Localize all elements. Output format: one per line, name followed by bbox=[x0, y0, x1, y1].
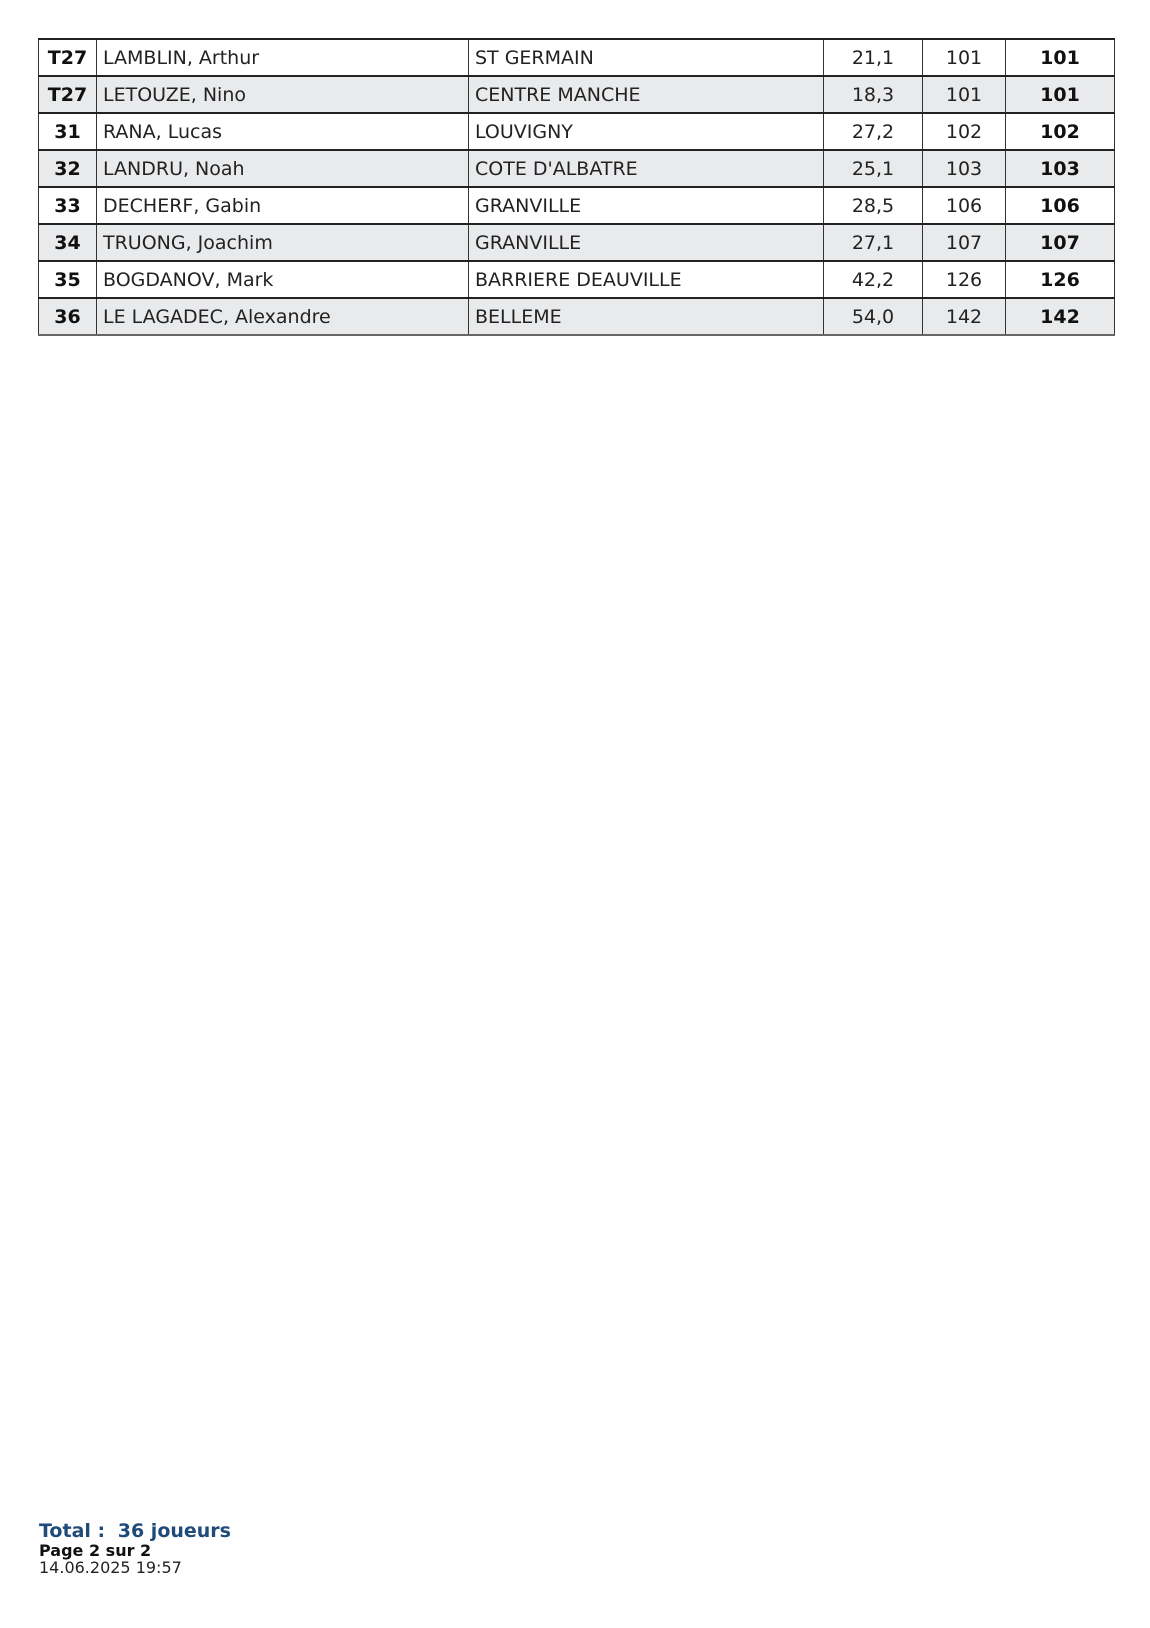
rank-cell: 32 bbox=[39, 150, 97, 187]
rank-cell: 35 bbox=[39, 261, 97, 298]
print-datetime: 14.06.2025 19:57 bbox=[39, 1558, 182, 1578]
table-row bbox=[39, 39, 1115, 76]
player-name-cell: LE LAGADEC, Alexandre bbox=[97, 298, 469, 335]
index-cell: 27,1 bbox=[824, 224, 923, 261]
results-table bbox=[38, 38, 1115, 336]
index-cell: 28,5 bbox=[824, 187, 923, 224]
score-cell: 142 bbox=[923, 298, 1006, 335]
score-cell: 101 bbox=[923, 76, 1006, 113]
player-name-cell: TRUONG, Joachim bbox=[97, 224, 469, 261]
total-value: 36 joueurs bbox=[117, 1520, 231, 1542]
score-cell: 126 bbox=[923, 261, 1006, 298]
total-cell: 102 bbox=[1006, 113, 1115, 150]
index-cell: 21,1 bbox=[824, 39, 923, 76]
club-cell: ST GERMAIN bbox=[469, 39, 824, 76]
total-cell: 142 bbox=[1006, 298, 1115, 335]
table-row bbox=[39, 113, 1115, 150]
table-row bbox=[39, 76, 1115, 113]
player-name-cell: BOGDANOV, Mark bbox=[97, 261, 469, 298]
page-footer bbox=[39, 1521, 231, 1577]
club-cell: LOUVIGNY bbox=[469, 113, 824, 150]
total-label: Total : bbox=[39, 1520, 106, 1542]
results-table-body bbox=[39, 39, 1115, 335]
rank-cell: T27 bbox=[39, 76, 97, 113]
club-cell: GRANVILLE bbox=[469, 224, 824, 261]
table-row bbox=[39, 261, 1115, 298]
club-cell: CENTRE MANCHE bbox=[469, 76, 824, 113]
total-cell: 101 bbox=[1006, 76, 1115, 113]
rank-cell: 31 bbox=[39, 113, 97, 150]
club-cell: GRANVILLE bbox=[469, 187, 824, 224]
player-name-cell: RANA, Lucas bbox=[97, 113, 469, 150]
rank-cell: T27 bbox=[39, 39, 97, 76]
index-cell: 42,2 bbox=[824, 261, 923, 298]
score-cell: 107 bbox=[923, 224, 1006, 261]
score-cell: 103 bbox=[923, 150, 1006, 187]
total-cell: 101 bbox=[1006, 39, 1115, 76]
index-cell: 18,3 bbox=[824, 76, 923, 113]
club-cell: BARRIERE DEAUVILLE bbox=[469, 261, 824, 298]
table-row bbox=[39, 224, 1115, 261]
rank-cell: 36 bbox=[39, 298, 97, 335]
index-cell: 54,0 bbox=[824, 298, 923, 335]
rank-cell: 34 bbox=[39, 224, 97, 261]
total-cell: 107 bbox=[1006, 224, 1115, 261]
table-row bbox=[39, 298, 1115, 335]
player-name-cell: DECHERF, Gabin bbox=[97, 187, 469, 224]
page-number: Page 2 sur 2 bbox=[39, 1540, 152, 1560]
total-players bbox=[39, 1521, 231, 1542]
table-row bbox=[39, 150, 1115, 187]
score-cell: 101 bbox=[923, 39, 1006, 76]
player-name-cell: LETOUZE, Nino bbox=[97, 76, 469, 113]
rank-cell: 33 bbox=[39, 187, 97, 224]
club-cell: BELLEME bbox=[469, 298, 824, 335]
club-cell: COTE D'ALBATRE bbox=[469, 150, 824, 187]
total-cell: 106 bbox=[1006, 187, 1115, 224]
index-cell: 25,1 bbox=[824, 150, 923, 187]
total-cell: 103 bbox=[1006, 150, 1115, 187]
index-cell: 27,2 bbox=[824, 113, 923, 150]
score-cell: 106 bbox=[923, 187, 1006, 224]
player-name-cell: LANDRU, Noah bbox=[97, 150, 469, 187]
player-name-cell: LAMBLIN, Arthur bbox=[97, 39, 469, 76]
score-cell: 102 bbox=[923, 113, 1006, 150]
table-row bbox=[39, 187, 1115, 224]
total-cell: 126 bbox=[1006, 261, 1115, 298]
